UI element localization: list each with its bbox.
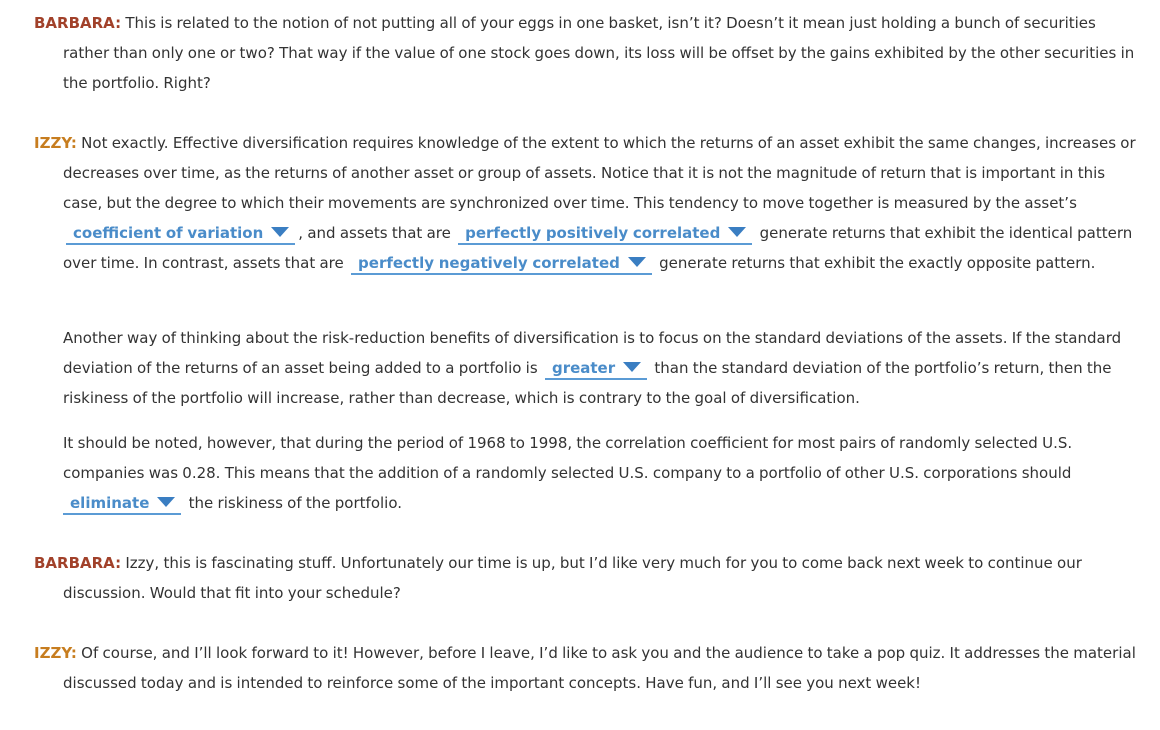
dropdown-eliminate[interactable] [63,493,181,515]
dropdown-value: eliminate [70,494,150,512]
chevron-down-icon [157,497,175,507]
dropdown-negative-correlation[interactable] [351,253,652,275]
paragraph-text: It should be noted, however, that during the period of 1968 to 1998, the correlation coefficient for most pairs of randomly selected U.S. companies was 0.28. This means that the addition of a randomly selected U.S. company to a portfolio of other U.S. corporations should [63,434,1073,482]
dialogue-text: generate returns that exhibit the identical pattern over time. In contrast, assets that are [63,224,1133,272]
dropdown-coefficient[interactable] [66,223,295,245]
dropdown-value: coefficient of variation [73,224,264,242]
dropdown-value: perfectly positively correlated [465,224,721,242]
speaker-label: IZZY: [34,644,77,662]
dialogue-text: , and assets that are [298,224,451,242]
dialogue-text: Not exactly. Effective diversification requires knowledge of the extent to which the returns of an asset exhibit the same changes, increases or decreases over time, as the returns of another asset or group of assets. Notice that it is not the magnitude of return that is important in this case, but the degree to which their movements are synchronized over time. This tendency to move together is measured by the asset’s [63,134,1136,212]
dropdown-value: perfectly negatively correlated [358,254,620,272]
paragraph-text: than the standard deviation of the portfolio’s return, then the riskiness of the portfolio will increase, rather than decrease, which is contrary to the goal of diversification. [63,359,1112,407]
dialogue-text: This is related to the notion of not putting all of your eggs in one basket, isn’t it? Doesn’t it mean just holding a bunch of securities rather than only one or two? That way if the value of one stock goes down, its loss will be offset by the gains exhibited by the other securities in the portfolio. Right? [63,14,1135,92]
dropdown-greater[interactable] [545,358,647,380]
dialogue-izzy-1 [34,128,1146,278]
chevron-down-icon [728,227,746,237]
chevron-down-icon [628,257,646,267]
dialogue-text: Of course, and I’ll look forward to it! However, before I leave, I’d like to ask you and the audience to take a pop quiz. It addresses the material discussed today and is intended to reinforce some of the important concepts. Have fun, and I’ll see you next week! [63,644,1136,692]
dropdown-positive-correlation[interactable] [458,223,752,245]
dropdown-value: greater [551,359,616,377]
dialogue-text: Izzy, this is fascinating stuff. Unfortunately our time is up, but I’d like very much for you to come back next week to continue our discussion. Would that fit into your schedule? [63,554,1082,602]
paragraph-standard-deviation [63,323,1146,413]
dialogue-text: generate returns that exhibit the exactly opposite pattern. [659,254,1096,272]
speaker-label: BARBARA: [34,14,122,32]
paragraph-text: the riskiness of the portfolio. [188,494,403,512]
dialogue-izzy-2 [34,638,1146,698]
speaker-label: IZZY: [34,134,77,152]
paragraph-correlation-note [63,428,1146,518]
speaker-label: BARBARA: [34,554,122,572]
dialogue-barbara-2 [34,548,1146,608]
chevron-down-icon [271,227,289,237]
paragraph-text: Another way of thinking about the risk-reduction benefits of diversification is to focus on the standard deviations of the assets. If the standard deviation of the returns of an asset being added to a portfolio is [63,329,1122,377]
dialogue-barbara-1 [34,8,1146,98]
chevron-down-icon [623,362,641,372]
